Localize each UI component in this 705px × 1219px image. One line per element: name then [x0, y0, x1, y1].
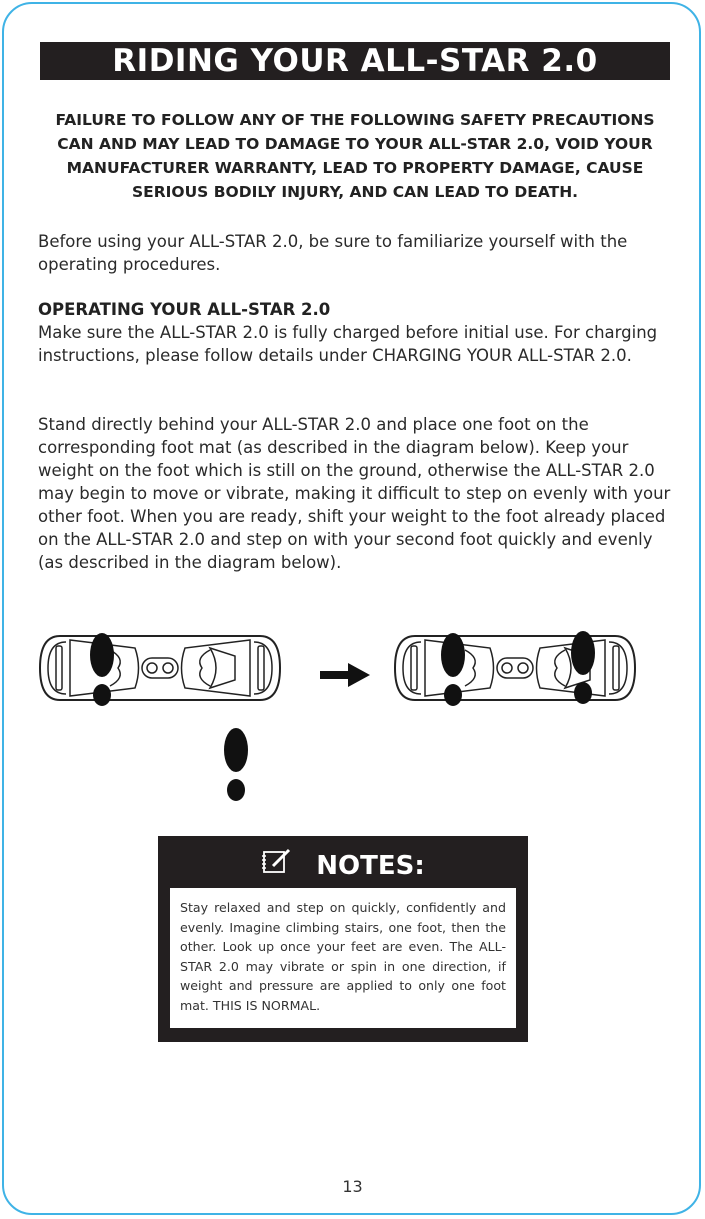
foot-on-board-left	[90, 633, 114, 706]
foot-on-ground	[224, 728, 248, 801]
intro-paragraph: Before using your ALL-STAR 2.0, be sure to familiarize yourself with the operating procedures.	[38, 232, 628, 274]
safety-warning: FAILURE TO FOLLOW ANY OF THE FOLLOWING SAFETY PRECAUTIONS CAN AND MAY LEAD TO DAMAGE TO YOUR ALL-STAR 2.0, VOID YOUR MANUFACTURER WARRANTY, LEAD TO PROPERTY DAMAGE, CAUSE SERIOUS BODILY INJURY, AND CAN LEAD TO DEATH.	[55, 111, 655, 201]
notes-box	[158, 836, 528, 1042]
board-step-two	[395, 636, 635, 700]
operating-paragraph-2: Stand directly behind your ALL-STAR 2.0 and place one foot on the corresponding foot mat (as described in the diagram below). Keep your weight on the foot which is still on the ground, otherwise the ALL-STAR 2.0 may begin to move or vibrate, making it difficult to step on evenly with your other foot. When you are ready, shift your weight to the foot already placed on the ALL-STAR 2.0 and step on with your second foot quickly and evenly (as described in the diagram below).	[38, 415, 671, 572]
notepad-pencil-icon	[261, 845, 293, 889]
notes-text: Stay relaxed and step on quickly, confidently and evenly. Imagine climbing stairs, one foot, then the other. Look up once your feet are even. The ALL-STAR 2.0 may vibrate or spin in one direction, if weight and pressure are applied to only one foot mat. THIS IS NORMAL.	[170, 888, 516, 1028]
arrow-icon	[320, 663, 370, 687]
operating-section	[38, 298, 673, 367]
notes-title: NOTES:	[316, 851, 425, 881]
page-title: RIDING YOUR ALL-STAR 2.0	[40, 42, 670, 80]
page-number: 13	[342, 1177, 363, 1196]
notes-header	[158, 844, 528, 888]
operating-paragraph-1: Make sure the ALL-STAR 2.0 is fully charged before initial use. For charging instructions, please follow details under CHARGING YOUR ALL-STAR 2.0.	[38, 323, 658, 365]
operating-heading: OPERATING YOUR ALL-STAR 2.0	[38, 300, 331, 319]
foot-on-board-left-2	[441, 633, 465, 706]
riding-diagram	[30, 618, 680, 818]
foot-on-board-right	[571, 631, 595, 704]
board-step-one	[40, 636, 280, 700]
